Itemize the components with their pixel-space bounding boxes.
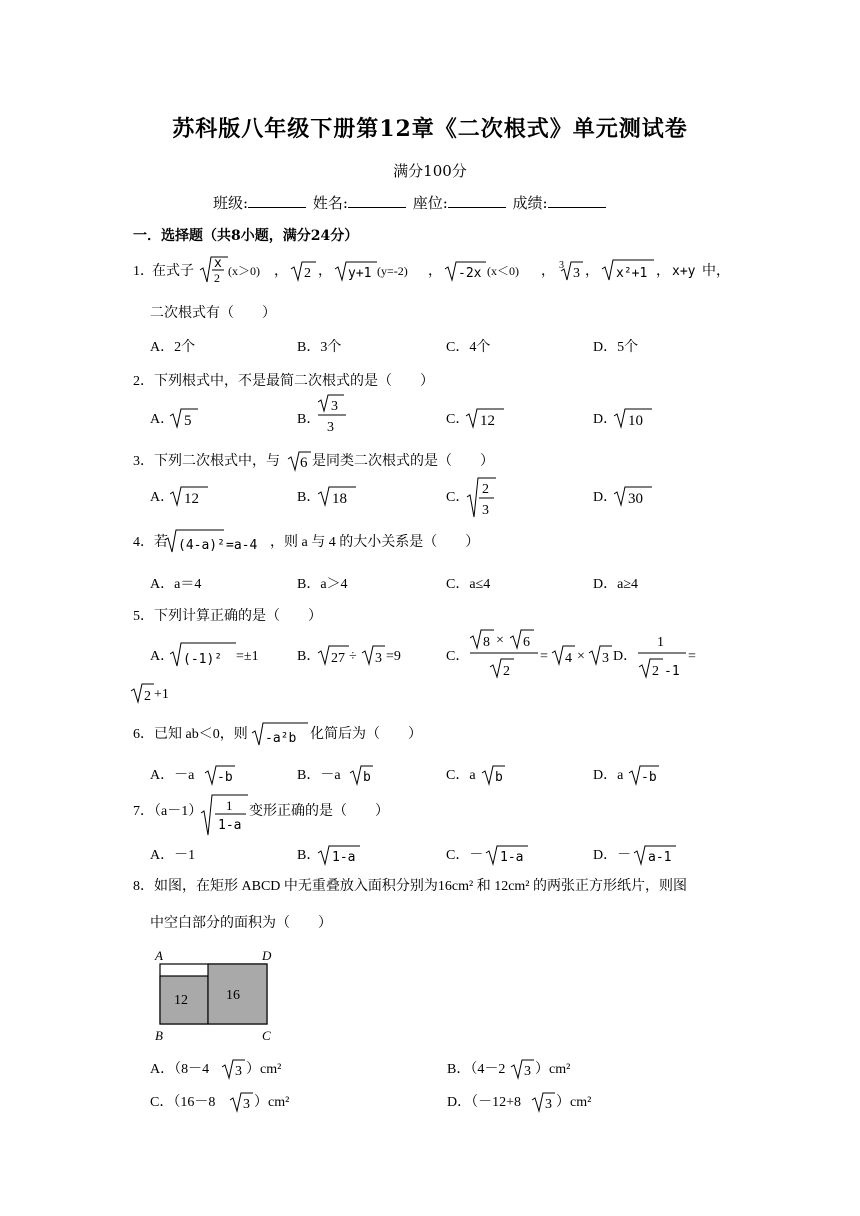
q1-comma-6: ， [656, 264, 670, 279]
q6-option-b: B．－a [297, 768, 341, 783]
class-blank [248, 193, 306, 208]
q6-pre: 6．已知 ab＜0，则 [133, 727, 248, 742]
q1-e1-num: x [214, 256, 222, 271]
page-subtitle: 满分100分 [393, 162, 467, 180]
q3-option-a: A． [150, 490, 175, 505]
q4-option-c: C．a≤4 [446, 577, 491, 592]
q8-c-radicand: 3 [243, 1097, 250, 1112]
q2-option-a: A． [150, 412, 175, 427]
q5-b-radicand-2: 3 [375, 651, 382, 666]
q1-comma-2: ， [318, 264, 332, 279]
q1-e5-index: 3 [559, 260, 564, 271]
q1-e4-cond: (x＜0) [487, 264, 519, 278]
q5-d-equals: = [688, 649, 696, 664]
q4-equals: =a-4 [226, 538, 258, 553]
q5-b-divide: ÷ [349, 649, 357, 664]
q7-option-a: A．－1 [150, 848, 196, 863]
q4-option-b: B．a＞4 [297, 577, 348, 592]
q5-d-cont-rest: +1 [154, 687, 169, 702]
q7-d-radicand: a-1 [648, 850, 672, 865]
vertex-a-label: A [155, 948, 163, 963]
q5-c-radical-num1 [470, 630, 494, 648]
q1-e1-cond: (x＞0) [228, 264, 260, 278]
q2-c-radicand: 12 [480, 413, 495, 429]
q4-option-a: A．a＝4 [150, 577, 202, 592]
q6-b-radicand: b [363, 770, 371, 785]
q8-d-unit: ）cm² [556, 1095, 592, 1110]
q5-c-num2: 6 [523, 635, 530, 650]
q3-d-radicand: 30 [628, 491, 643, 507]
q4-pre: 4．若 [133, 535, 168, 550]
q1-e4: -2x [458, 266, 482, 281]
q8-line1: 8．如图，在矩形 ABCD 中无重叠放入面积分别为16cm² 和 12cm² 的两张正方形纸片，则图 [133, 879, 687, 894]
question-7 [0, 793, 860, 868]
q5-d-den-rest: -1 [664, 664, 680, 679]
q1-option-d: D．5个 [593, 340, 639, 355]
q5-a-result: =±1 [236, 649, 259, 664]
question-4 [0, 525, 860, 595]
question-2 [0, 365, 860, 445]
q5-d-numerator: 1 [657, 635, 664, 650]
vertex-c-label: C [262, 1028, 271, 1043]
name-label: 姓名: [312, 194, 348, 212]
question-8 [0, 870, 860, 1120]
q8-b-radicand: 3 [524, 1064, 531, 1079]
q1-e7: x+y [672, 264, 696, 279]
q3-stem-radicand: 6 [300, 455, 308, 471]
q1-e6: x²+1 [616, 266, 648, 281]
q6-option-d: D．a [593, 768, 624, 783]
q2-b-denominator: 3 [327, 420, 334, 435]
q1-comma-5: ， [585, 264, 599, 279]
section-heading: 一．选择题（共8小题，满分24分） [133, 228, 359, 244]
q5-c-den: 2 [503, 664, 510, 679]
q5-option-b: B． [297, 649, 321, 664]
question-5 [0, 600, 860, 710]
q1-comma-4: ， [541, 264, 555, 279]
q5-option-d: D． [613, 649, 638, 664]
seat-blank [448, 193, 506, 208]
q1-stem-end: 中， [702, 264, 730, 279]
q1-option-c: C．4个 [446, 340, 491, 355]
q5-a-radicand: (-1)² [183, 652, 223, 667]
q5-c-times-2: × [577, 649, 585, 664]
q2-a-radicand: 5 [184, 413, 192, 429]
q3-option-d: D． [593, 490, 618, 505]
q7-option-b: B． [297, 848, 321, 863]
q5-c-times: × [496, 633, 504, 648]
q3-option-c: C． [446, 490, 470, 505]
vertex-d-label: D [262, 948, 272, 963]
q8-d-radicand: 3 [545, 1097, 552, 1112]
q5-b-radicand-1: 27 [331, 651, 345, 666]
q8-option-b: B．（4－2 [447, 1062, 506, 1077]
class-label: 班级: [213, 194, 249, 212]
score-label: 成绩: [512, 194, 548, 212]
q7-pre: 7．（a－1） [133, 804, 203, 819]
q3-a-radicand: 12 [184, 491, 199, 507]
q5-c-r2: 3 [602, 651, 609, 666]
q3-stem-pre: 3．下列二次根式中，与 [133, 454, 280, 469]
q5-b-result: =9 [386, 649, 401, 664]
q8-option-a: A．（8－4 [150, 1062, 210, 1077]
q6-a-radicand: -b [217, 770, 233, 785]
question-6 [0, 718, 860, 793]
q1-line2: 二次根式有（ ） [150, 306, 276, 321]
question-1 [0, 250, 860, 360]
q7-option-d: D．－ [593, 848, 632, 863]
square-12-label: 12 [174, 993, 188, 1008]
q3-b-radicand: 18 [332, 491, 347, 507]
q8-line2: 中空白部分的面积为（ ） [150, 916, 332, 931]
q5-d-den-root: 2 [652, 664, 659, 679]
score-blank [548, 193, 606, 208]
q7-c-radicand: 1-a [500, 850, 524, 865]
q8-option-c: C．（16－8 [150, 1095, 216, 1110]
q6-d-radicand: -b [641, 770, 657, 785]
q1-e3: y+1 [348, 266, 372, 281]
vertex-b-label: B [155, 1028, 163, 1043]
q4-post: ，则 a 与 4 的大小关系是（ ） [270, 535, 480, 550]
q1-number: 1． [133, 264, 154, 279]
student-info-line [213, 192, 608, 213]
q6-option-c: C．a [446, 768, 476, 783]
q6-option-a: A．－a [150, 768, 195, 783]
seat-label: 座位: [412, 194, 448, 212]
q1-option-b: B．3个 [297, 340, 342, 355]
rectangle-abcd-figure [154, 948, 272, 1043]
page-title: 苏科版八年级下册第12章《二次根式》单元测试卷 [172, 116, 688, 142]
q5-c-r1: 4 [565, 651, 572, 666]
q2-option-d: D． [593, 412, 618, 427]
q5-c-num1: 8 [483, 635, 490, 650]
q5-stem: 5．下列计算正确的是（ ） [133, 609, 322, 624]
q3-c-denominator: 3 [482, 503, 489, 518]
q8-c-unit: ）cm² [254, 1095, 290, 1110]
q6-post: 化简后为（ ） [310, 727, 422, 742]
q8-option-d: D．（－12+8 [447, 1095, 522, 1110]
q4-radicand: (4-a)² [178, 538, 225, 553]
q1-e3-cond: (y=-2) [377, 264, 408, 278]
q2-option-c: C． [446, 412, 470, 427]
q6-radicand: -a²b [265, 731, 297, 746]
q5-option-c: C． [446, 649, 470, 664]
q5-d-radical [639, 659, 663, 677]
q4-option-d: D．a≥4 [593, 577, 639, 592]
q7-b-radicand: 1-a [332, 850, 356, 865]
q6-c-radicand: b [495, 770, 503, 785]
q1-stem-pre: 在式子 [152, 264, 194, 279]
q8-b-unit: ）cm² [535, 1062, 571, 1077]
q5-c-equals: = [540, 649, 548, 664]
q1-option-a: A．2个 [150, 340, 196, 355]
q8-a-unit: ）cm² [246, 1062, 282, 1077]
name-blank [348, 193, 406, 208]
q5-c-radical-den [490, 659, 514, 677]
q2-b-numerator: 3 [331, 399, 338, 414]
q3-c-numerator: 2 [482, 482, 489, 497]
q5-c-radical-num2 [510, 630, 534, 648]
square-16-label: 16 [226, 988, 240, 1003]
q2-option-b: B． [297, 412, 321, 427]
q5-d-cont-root: 2 [144, 689, 151, 704]
q2-stem: 2．下列根式中，不是最简二次根式的是（ ） [133, 374, 434, 389]
q1-comma-3: ， [428, 264, 442, 279]
q7-denominator: 1-a [218, 818, 242, 833]
q2-d-radicand: 10 [628, 413, 643, 429]
q7-numerator: 1 [226, 798, 233, 813]
question-3 [0, 445, 860, 525]
q5-option-a: A． [150, 649, 175, 664]
q3-option-b: B． [297, 490, 321, 505]
q1-e5: 3 [573, 266, 580, 281]
q1-comma-1: ， [274, 264, 288, 279]
q1-e2: 2 [304, 266, 311, 281]
q7-option-c: C．－ [446, 848, 484, 863]
q1-e1-den: 2 [214, 271, 220, 285]
q3-stem-post: 是同类二次根式的是（ ） [312, 454, 494, 469]
q7-post: 变形正确的是（ ） [249, 804, 389, 819]
q8-a-radicand: 3 [235, 1064, 242, 1079]
